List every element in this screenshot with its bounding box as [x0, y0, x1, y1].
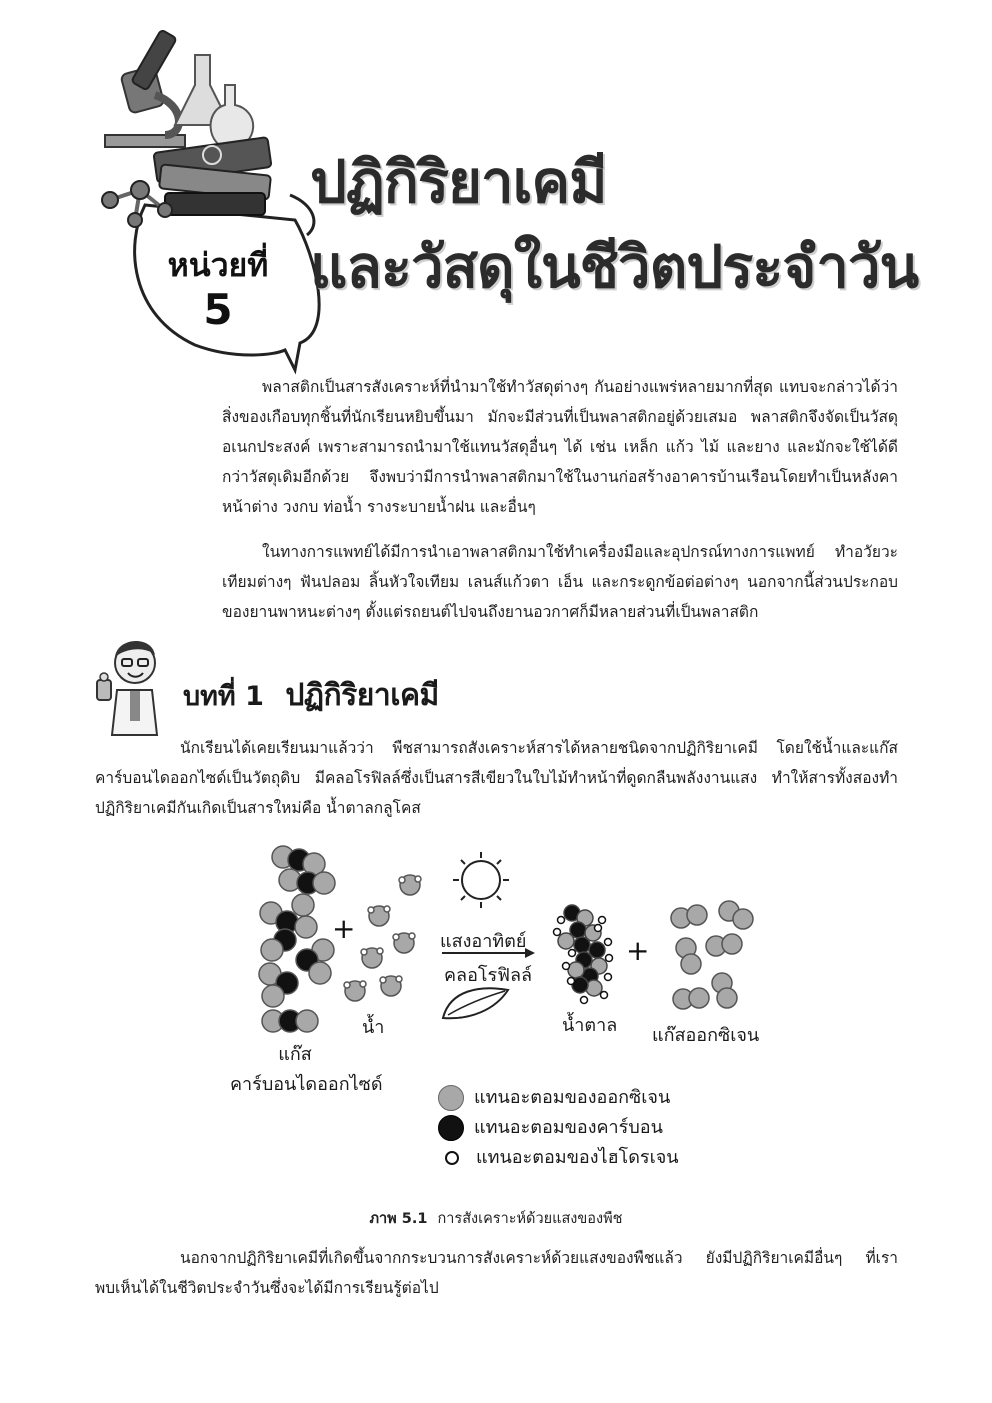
legend-oxygen — [438, 1082, 670, 1111]
oxygen-label: แก๊สออกซิเจน — [652, 1025, 760, 1046]
legend-hydrogen — [438, 1142, 679, 1171]
oxygen-molecules — [671, 901, 753, 1009]
lesson-title: ปฏิกิริยาเคมี — [285, 678, 439, 713]
carbon-atom-icon — [438, 1115, 464, 1141]
leaf-icon — [443, 988, 508, 1018]
closing-paragraph: นอกจากปฏิกิริยาเคมีที่เกิดขึ้นจากกระบวนการสังเคราะห์ด้วยแสงของพืชแล้ว ยังมีปฏิกิริยาเคมีอื่นๆ ที่เราพบเห็นได้ในชีวิตประจำวันซึ่งจะได้มีการเรียนรู้ต่อไป — [95, 1249, 898, 1297]
co2-molecule — [296, 939, 334, 984]
chapter-title-line-2: และวัสดุในชีวิตประจำวัน — [310, 233, 919, 301]
glucose-molecule — [554, 905, 613, 1004]
scientist-illustration — [92, 625, 177, 745]
unit-number: 5 — [203, 285, 233, 334]
lesson-paragraph: นักเรียนได้เคยเรียนมาแล้วว่า พืชสามารถสังเคราะห์สารได้หลายชนิดจากปฏิกิริยาเคมี โดยใช้น้ำและแก๊สคาร์บอนไดออกไซด์เป็นวัตถุดิบ มีคลอโรฟิลล์ซึ่งเป็นสารสีเขียวในใบไม้ทำหน้าที่ดูดกลืนพลังงานแสง ทำให้สารทั้งสองทำปฏิกิริยาเคมีกันเกิดเป็นสารใหม่คือ น้ำตาลกลูโคส — [95, 739, 898, 817]
sun-icon — [453, 852, 509, 908]
figure-caption-text: การสังเคราะห์ด้วยแสงของพืช — [437, 1211, 623, 1227]
lesson-number: บทที่ 1 — [183, 681, 264, 712]
o2-molecule — [676, 938, 701, 974]
figure-caption-label: ภาพ 5.1 — [369, 1211, 428, 1227]
co2-molecule — [279, 869, 335, 894]
legend-carbon-label: แทนอะตอมของคาร์บอน — [474, 1117, 663, 1138]
intro-paragraph-1: พลาสติกเป็นสารสังเคราะห์ที่นำมาใช้ทำวัสดุต่างๆ กันอย่างแพร่หลายมากที่สุด แทบจะกล่าวได้ว่าสิ่งของเกือบทุกชิ้นที่นักเรียนหยิบขึ้นมา มักจะมีส่วนที่เป็นพลาสติกอยู่ด้วยเสมอ พลาสติกจึงจัดเป็นวัสดุอเนกประสงค์ เพราะสามารถนำมาใช้แทนวัสดุอื่นๆ ได้ เช่น เหล็ก แก้ว ไม้ และยาง และมักจะใช้ได้ดีกว่าวัสดุเดิมอีกด้วย จึงพบว่ามีการนำพลาสติกมาใช้ในงานก่อสร้างอาคารบ้านเรือนโดยทำเป็นหลังคา หน้าต่าง วงกบ ท่อน้ำ รางระบายน้ำฝน และอื่นๆ — [222, 378, 898, 516]
intro-paragraph-2: ในทางการแพทย์ได้มีการนำเอาพลาสติกมาใช้ทำเครื่องมือและอุปกรณ์ทางการแพทย์ ทำอวัยวะเทียมต่างๆ ฟันปลอม ลิ้นหัวใจเทียม เลนส์แก้วตา เอ็น และกระดูกข้อต่อต่างๆ นอกจากนี้ส่วนประกอบของยานพาหนะต่างๆ ตั้งแต่รถยนต์ไปจนถึงยานอวกาศก็มีหลายส่วนที่เป็นพลาสติก — [222, 543, 898, 621]
water-molecule — [344, 981, 366, 1001]
o2-molecule — [671, 905, 707, 928]
unit-label: หน่วยที่ — [167, 246, 269, 284]
co2-molecule — [272, 846, 325, 875]
chapter-title-line-1: ปฏิกิริยาเคมี — [310, 148, 607, 216]
flask-icon — [175, 55, 253, 150]
books-icon — [153, 137, 271, 215]
carbon-dioxide-molecules — [259, 846, 335, 1032]
legend-oxygen-label: แทนอะตอมของออกซิเจน — [474, 1087, 671, 1108]
co2-molecule — [259, 963, 298, 1007]
water-molecule — [393, 933, 415, 953]
legend-hydrogen-label: แทนอะตอมของไฮโดรเจน — [476, 1147, 679, 1168]
microscope-icon — [105, 30, 185, 147]
o2-molecule — [706, 934, 742, 956]
hydrogen-atom-icon — [445, 1151, 459, 1165]
co2-molecule — [262, 1010, 318, 1032]
o2-molecule — [719, 901, 753, 929]
water-molecules — [344, 875, 421, 1001]
lesson-heading — [183, 672, 439, 719]
sugar-label: น้ำตาล — [562, 1015, 618, 1036]
chlorophyll-label: คลอโรฟิลล์ — [444, 965, 533, 986]
water-molecule — [399, 875, 421, 895]
water-molecule — [361, 948, 383, 968]
sunlight-label: แสงอาทิตย์ — [440, 931, 527, 952]
water-molecule — [380, 976, 402, 996]
o2-molecule — [712, 973, 737, 1008]
legend-carbon — [438, 1112, 663, 1141]
figure-caption — [0, 1207, 992, 1230]
water-label: น้ำ — [362, 1017, 385, 1038]
o2-molecule — [673, 988, 709, 1009]
oxygen-atom-icon — [438, 1085, 464, 1111]
water-molecule — [368, 906, 390, 926]
plus-sign: + — [332, 912, 356, 945]
co2-label: แก๊สคาร์บอนไดออกไซด์ — [230, 1044, 383, 1095]
plus-sign: + — [626, 934, 650, 967]
